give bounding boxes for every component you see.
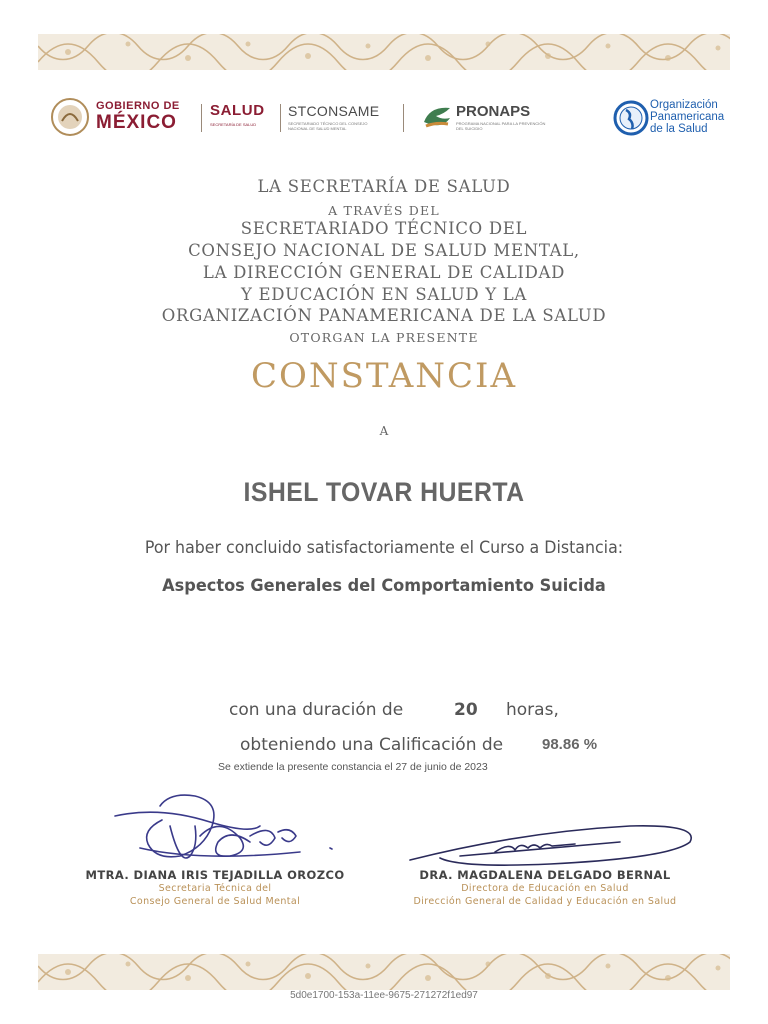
signer-1-role-2: Consejo General de Salud Mental	[129, 896, 301, 907]
heading-line-5: LA DIRECCIÓN GENERAL DE CALIDAD	[202, 263, 566, 282]
stconsame-label: STCONSAME	[288, 103, 380, 119]
heading-line-6: Y EDUCACIÓN EN SALUD Y LA	[240, 285, 528, 304]
heading-line-2: A TRAVÉS DEL	[328, 203, 440, 218]
recipient-name: ISHEL TOVAR HUERTA	[243, 477, 525, 507]
grade-prefix: obteniendo una Calificación de	[240, 735, 504, 755]
gobierno-de-mexico-logo	[48, 94, 198, 144]
decorative-band-top	[38, 34, 730, 70]
logo-divider	[403, 104, 404, 132]
heading-line-3: SECRETARIADO TÉCNICO DEL	[240, 219, 528, 238]
pronaps-label: PRONAPS	[456, 103, 531, 120]
duration-value: 20	[454, 700, 478, 720]
logo-divider	[201, 104, 202, 132]
ornament-pattern-top	[38, 34, 730, 70]
heading-line-1: LA SECRETARÍA DE SALUD	[257, 177, 511, 196]
heading-line-8: OTORGAN LA PRESENTE	[289, 330, 479, 345]
gobierno-label: GOBIERNO DE	[96, 100, 180, 112]
signer-1-block	[50, 868, 380, 908]
issue-date-text: Se extiende la presente constancia el 27 de junio de 2023	[218, 761, 488, 773]
mexico-seal-icon	[50, 97, 90, 137]
heading-line-7: ORGANIZACIÓN PANAMERICANA DE LA SALUD	[161, 306, 607, 325]
signer-2-block	[380, 868, 710, 908]
ops-label-1: Organización	[650, 99, 718, 111]
duration-prefix: con una duración de	[229, 700, 404, 720]
duration-suffix: horas,	[506, 700, 559, 720]
to-label: A	[379, 424, 389, 438]
ops-globe-icon	[612, 99, 650, 137]
decorative-band-bottom	[38, 954, 730, 990]
course-name: Aspectos Generales del Comportamiento Suicida	[162, 576, 606, 596]
verification-code: 5d0e1700-153a-11ee-9675-271272f1ed97	[290, 990, 478, 1001]
pronaps-sub-label: PROGRAMA NACIONAL PARA LA PREVENCIÓN DEL SUICIDIO	[456, 121, 546, 131]
ops-label-3: de la Salud	[650, 123, 708, 135]
pronaps-leaf-icon	[420, 100, 454, 134]
signer-2-role-1: Directora de Educación en Salud	[461, 883, 629, 894]
signer-1-role-1: Secretaria Técnica del	[158, 883, 272, 894]
signer-2-name: DRA. MAGDALENA DELGADO BERNAL	[419, 868, 671, 882]
ops-label-2: Panamericana	[650, 111, 725, 123]
signer-1-name: MTRA. DIANA IRIS TEJADILLA OROZCO	[85, 868, 345, 882]
mexico-label: MÉXICO	[96, 112, 177, 133]
reason-text: Por haber concluido satisfactoriamente el Curso a Distancia:	[144, 538, 624, 558]
ops-logo	[610, 94, 730, 144]
stconsame-sub-label: SECRETARIADO TÉCNICO DEL CONSEJO NACIONAL DE SALUD MENTAL	[288, 121, 368, 131]
logo-row	[48, 94, 728, 144]
heading-line-4: CONSEJO NACIONAL DE SALUD MENTAL,	[188, 241, 580, 260]
ornament-pattern-bottom	[38, 954, 730, 990]
certificate-title: CONSTANCIA	[250, 356, 518, 396]
salud-label: SALUD	[210, 102, 265, 119]
signature-2-image	[400, 812, 700, 872]
pronaps-logo	[420, 94, 560, 144]
signature-1-image	[100, 786, 350, 876]
stconsame-logo	[288, 94, 400, 144]
logo-divider	[280, 104, 281, 132]
salud-logo	[210, 94, 278, 144]
salud-sub-label: SECRETARÍA DE SALUD	[210, 122, 257, 127]
grade-value: 98.86 %	[542, 736, 598, 753]
signer-2-role-2: Dirección General de Calidad y Educación en Salud	[413, 896, 677, 907]
